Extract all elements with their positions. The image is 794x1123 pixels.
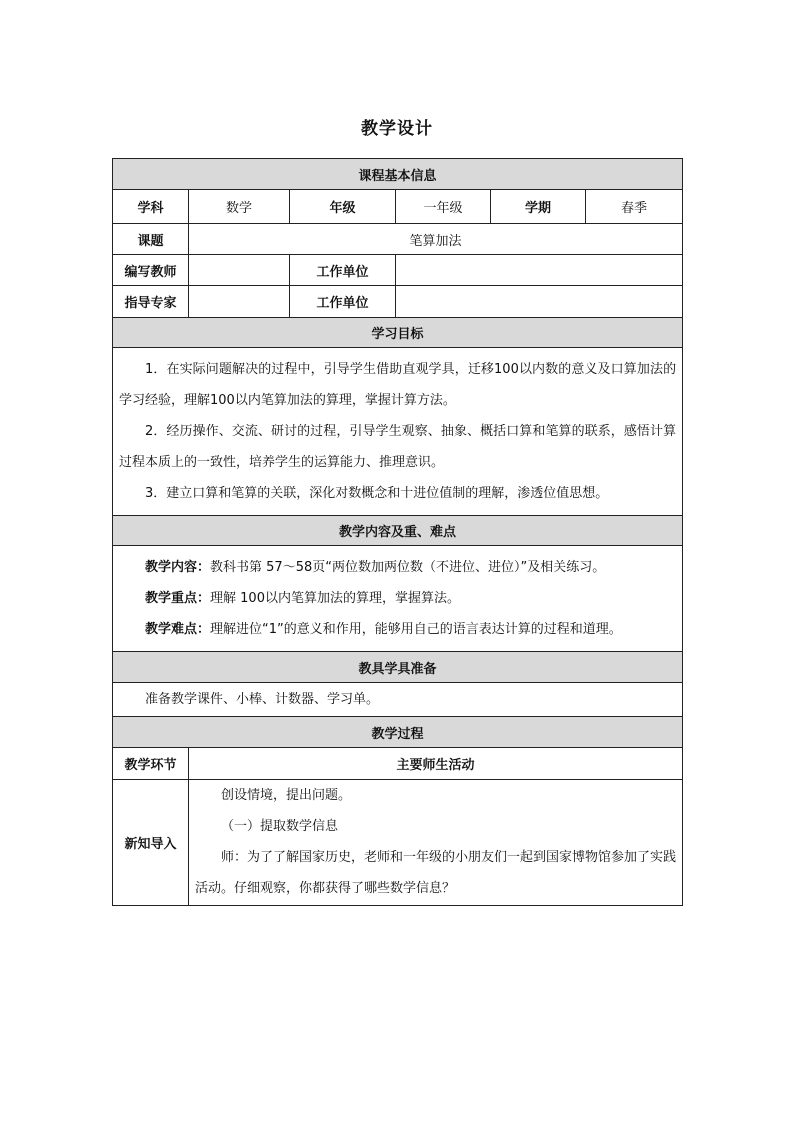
lesson-plan-table: [112, 158, 683, 906]
content-header: 教学内容及重、难点: [113, 516, 683, 546]
stage-activity: [189, 780, 683, 906]
teacher-unit-value: [396, 255, 683, 286]
advisor-label: 指导专家: [113, 286, 189, 318]
materials-body: [113, 683, 683, 717]
content-body: [113, 546, 683, 652]
objective-item: 2．经历操作、交流、研讨的过程，引导学生观察、抽象、概括口算和笔算的联系，感悟计算过程本质上的一致性，培养学生的运算能力、推理意识。: [119, 424, 677, 470]
activity-line: 创设情境，提出问题。: [221, 788, 352, 803]
grade-value: 一年级: [396, 190, 491, 224]
term-value: 春季: [586, 190, 683, 224]
key-point-text: 理解 100以内笔算加法的算理，掌握算法。: [210, 591, 460, 606]
difficulty-label: 教学难点：: [145, 622, 211, 637]
teacher-label: 编写教师: [113, 255, 189, 286]
grade-label: 年级: [290, 190, 396, 224]
materials-text: 准备教学课件、小棒、计数器、学习单。: [145, 692, 380, 707]
objective-item: 1．在实际问题解决的过程中，引导学生借助直观学具，迁移100以内数的意义及口算加法的学习经验，理解100以内笔算加法的算理，掌握计算方法。: [119, 362, 677, 408]
key-point-label: 教学重点：: [145, 591, 211, 606]
topic-value: 笔算加法: [189, 224, 683, 255]
objectives-header: 学习目标: [113, 318, 683, 348]
stage-column-header: 教学环节: [113, 748, 189, 780]
process-header: 教学过程: [113, 717, 683, 748]
basic-info-header: 课程基本信息: [113, 159, 683, 190]
advisor-unit-value: [396, 286, 683, 318]
difficulty-line: [119, 614, 676, 645]
activity-column-header: 主要师生活动: [189, 748, 683, 780]
objectives-body: [113, 348, 683, 516]
topic-label: 课题: [113, 224, 189, 255]
content-text: 教科书第 57～58页“两位数加两位数（不进位、进位）”及相关练习。: [210, 560, 606, 575]
stage-name: 新知导入: [113, 780, 189, 906]
subject-label: 学科: [113, 190, 189, 224]
subject-value: 数学: [189, 190, 290, 224]
term-label: 学期: [491, 190, 586, 224]
advisor-value: [189, 286, 290, 318]
difficulty-text: 理解进位“1”的意义和作用，能够用自己的语言表达计算的过程和道理。: [210, 622, 622, 637]
document-title: 教学设计: [361, 119, 433, 139]
teacher-value: [189, 255, 290, 286]
teacher-unit-label: 工作单位: [290, 255, 396, 286]
content-label: 教学内容：: [145, 560, 211, 575]
activity-line: 师：为了了解国家历史，老师和一年级的小朋友们一起到国家博物馆参加了实践活动。仔细观察，你都获得了哪些数学信息？: [195, 850, 677, 896]
objective-item: 3．建立口算和笔算的关联，深化对数概念和十进位值制的理解，渗透位值思想。: [145, 486, 609, 501]
advisor-unit-label: 工作单位: [290, 286, 396, 318]
materials-header: 教具学具准备: [113, 652, 683, 683]
activity-line: （一）提取数学信息: [221, 819, 339, 834]
key-point-line: [119, 583, 676, 614]
content-line: [119, 552, 676, 583]
